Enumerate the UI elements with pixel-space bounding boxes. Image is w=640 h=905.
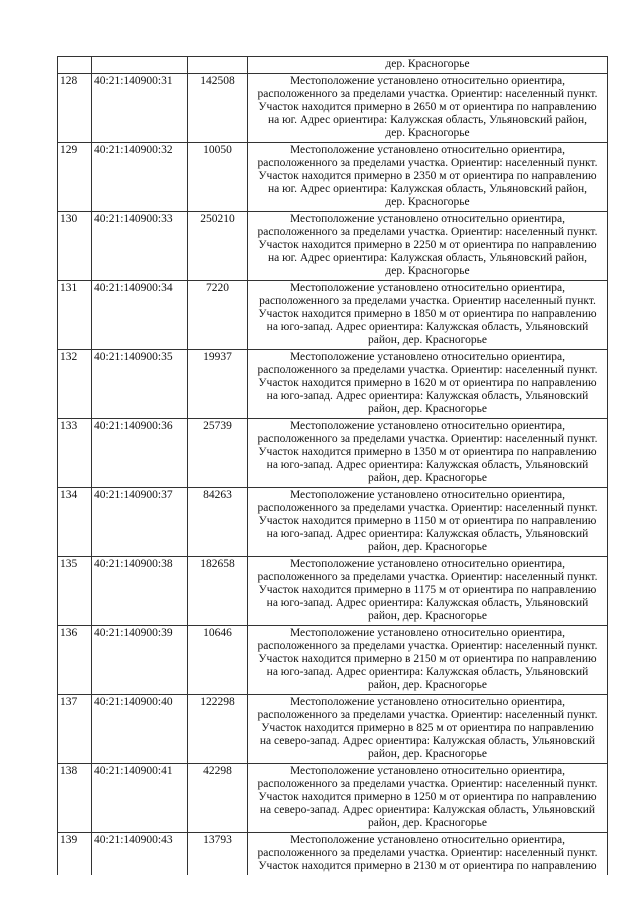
description-line: Участок находится примерно в 1150 м от ориентира по направлению bbox=[258, 514, 597, 527]
location-description-cell bbox=[248, 142, 608, 211]
row-number-cell: 136 bbox=[58, 625, 92, 694]
description-line: район, дер. Красногорье bbox=[368, 402, 487, 415]
row-number-cell: 133 bbox=[58, 418, 92, 487]
description-line: район, дер. Красногорье bbox=[368, 540, 487, 553]
description-line: Участок находится примерно в 1250 м от ориентира по направлению bbox=[258, 790, 597, 803]
table-row bbox=[58, 349, 608, 418]
description-line: на юго-запад. Адрес ориентира: Калужская область, Ульяновский bbox=[266, 596, 589, 609]
description-line: район, дер. Красногорье bbox=[368, 333, 487, 346]
cadastral-number-cell: 40:21:140900:36 bbox=[92, 418, 188, 487]
cadastral-number-cell: 40:21:140900:38 bbox=[92, 556, 188, 625]
row-number-cell: 134 bbox=[58, 487, 92, 556]
row-number-cell: 129 bbox=[58, 142, 92, 211]
location-description-cell bbox=[248, 763, 608, 832]
table-row-continued bbox=[58, 57, 608, 74]
table-row bbox=[58, 280, 608, 349]
description-line: на юго-запад. Адрес ориентира: Калужская область, Ульяновский bbox=[266, 527, 589, 540]
description-line: Местоположение установлено относительно ориентира, bbox=[289, 833, 566, 846]
row-number-cell: 137 bbox=[58, 694, 92, 763]
area-cell: 84263 bbox=[188, 487, 248, 556]
description-line: Местоположение установлено относительно ориентира, bbox=[289, 281, 566, 294]
description-line: Местоположение установлено относительно ориентира, bbox=[289, 695, 566, 708]
table-row bbox=[58, 73, 608, 142]
description-line: расположенного за пределами участка. Ориентир: населенный пункт. bbox=[257, 708, 598, 721]
cadastral-number-cell: 40:21:140900:34 bbox=[92, 280, 188, 349]
description-line: Местоположение установлено относительно ориентира, bbox=[289, 488, 566, 501]
description-line: Местоположение установлено относительно ориентира, bbox=[289, 419, 566, 432]
description-line: Участок находится примерно в 1175 м от ориентира по направлению bbox=[258, 583, 597, 596]
location-description-cell bbox=[248, 556, 608, 625]
description-line: расположенного за пределами участка. Ориентир: населенный пункт. bbox=[257, 501, 598, 514]
description-line: Местоположение установлено относительно ориентира, bbox=[289, 557, 566, 570]
cadastral-number-cell: 40:21:140900:32 bbox=[92, 142, 188, 211]
description-line: Участок находится примерно в 825 м от ориентира по направлению bbox=[261, 721, 594, 734]
row-number-cell: 128 bbox=[58, 73, 92, 142]
description-line: расположенного за пределами участка. Ориентир населенный пункт. bbox=[259, 294, 596, 307]
description-line: расположенного за пределами участка. Ориентир: населенный пункт. bbox=[257, 846, 598, 859]
location-description-cell bbox=[248, 349, 608, 418]
cadastral-number-cell: 40:21:140900:35 bbox=[92, 349, 188, 418]
row-number-cell: 138 bbox=[58, 763, 92, 832]
area-cell: 42298 bbox=[188, 763, 248, 832]
description-line: на юго-запад. Адрес ориентира: Калужская область, Ульяновский bbox=[266, 458, 589, 471]
area-cell: 13793 bbox=[188, 832, 248, 874]
row-number-cell: 139 bbox=[58, 832, 92, 874]
description-line: район, дер. Красногорье bbox=[368, 678, 487, 691]
cadastral-number-cell: 40:21:140900:33 bbox=[92, 211, 188, 280]
description-line: Участок находится примерно в 2130 м от ориентира по направлению bbox=[258, 859, 597, 872]
location-description-cell bbox=[248, 211, 608, 280]
description-line: на северо-запад. Адрес ориентира: Калужская область, Ульяновский bbox=[259, 803, 596, 816]
description-line: расположенного за пределами участка. Ориентир: населенный пункт. bbox=[257, 432, 598, 445]
table-row bbox=[58, 211, 608, 280]
description-line: Участок находится примерно в 2250 м от ориентира по направлению bbox=[258, 238, 597, 251]
description-line: на юг. Адрес ориентира: Калужская область, Ульяновский район, bbox=[267, 113, 588, 126]
cadastral-number-cell: 40:21:140900:39 bbox=[92, 625, 188, 694]
description-line: Участок находится примерно в 2350 м от ориентира по направлению bbox=[258, 169, 597, 182]
description-line: район, дер. Красногорье bbox=[368, 609, 487, 622]
description-line: дер. Красногорье bbox=[385, 264, 470, 277]
cadastral-number-cell: 40:21:140900:31 bbox=[92, 73, 188, 142]
location-description-cell bbox=[248, 694, 608, 763]
table-row bbox=[58, 556, 608, 625]
description-line: Местоположение установлено относительно ориентира, bbox=[289, 212, 566, 225]
location-description-cell bbox=[248, 832, 608, 874]
description-line: Участок находится примерно в 2650 м от ориентира по направлению bbox=[258, 100, 597, 113]
description-line: расположенного за пределами участка. Ориентир: населенный пункт. bbox=[257, 156, 598, 169]
row-number-cell: 135 bbox=[58, 556, 92, 625]
location-description-cell bbox=[248, 280, 608, 349]
description-line: расположенного за пределами участка. Ориентир: населенный пункт. bbox=[257, 570, 598, 583]
description-line: на юго-запад. Адрес ориентира: Калужская область, Ульяновский bbox=[266, 389, 589, 402]
cadastral-number-cell bbox=[92, 57, 188, 74]
description-line: расположенного за пределами участка. Ориентир: населенный пункт. bbox=[257, 87, 598, 100]
description-line: расположенного за пределами участка. Ориентир: населенный пункт. bbox=[257, 777, 598, 790]
description-line: Местоположение установлено относительно ориентира, bbox=[289, 764, 566, 777]
row-number-cell: 131 bbox=[58, 280, 92, 349]
table-row bbox=[58, 832, 608, 874]
description-line: расположенного за пределами участка. Ориентир: населенный пункт. bbox=[257, 639, 598, 652]
cadastral-number-cell: 40:21:140900:40 bbox=[92, 694, 188, 763]
table-row bbox=[58, 625, 608, 694]
location-description-cell bbox=[248, 57, 608, 74]
description-line: дер. Красногорье bbox=[385, 58, 470, 70]
cadastral-number-cell: 40:21:140900:37 bbox=[92, 487, 188, 556]
location-description-cell bbox=[248, 625, 608, 694]
location-description-cell bbox=[248, 418, 608, 487]
description-line: расположенного за пределами участка. Ориентир: населенный пункт. bbox=[257, 363, 598, 376]
area-cell: 122298 bbox=[188, 694, 248, 763]
area-cell: 10646 bbox=[188, 625, 248, 694]
area-cell: 250210 bbox=[188, 211, 248, 280]
area-cell: 7220 bbox=[188, 280, 248, 349]
area-cell bbox=[188, 57, 248, 74]
area-cell: 142508 bbox=[188, 73, 248, 142]
table-row bbox=[58, 763, 608, 832]
description-line: Местоположение установлено относительно ориентира, bbox=[289, 74, 566, 87]
land-plots-table bbox=[57, 56, 608, 875]
description-line: Участок находится примерно в 1850 м от ориентира по направлению bbox=[258, 307, 597, 320]
table-row bbox=[58, 418, 608, 487]
description-line: район, дер. Красногорье bbox=[368, 471, 487, 484]
table-row bbox=[58, 142, 608, 211]
location-description-cell bbox=[248, 73, 608, 142]
location-description-cell bbox=[248, 487, 608, 556]
description-line: на северо-запад. Адрес ориентира: Калужская область, Ульяновский bbox=[259, 734, 596, 747]
description-line: на юго-запад. Адрес ориентира: Калужская область, Ульяновский bbox=[266, 320, 589, 333]
description-line: Местоположение установлено относительно ориентира, bbox=[289, 143, 566, 156]
description-line: на юг. Адрес ориентира: Калужская область, Ульяновский район, bbox=[267, 182, 588, 195]
description-line: дер. Красногорье bbox=[385, 126, 470, 139]
cadastral-number-cell: 40:21:140900:41 bbox=[92, 763, 188, 832]
cadastral-number-cell: 40:21:140900:43 bbox=[92, 832, 188, 874]
description-line: на юго-запад. Адрес ориентира: Калужская область, Ульяновский bbox=[266, 665, 589, 678]
description-line: район, дер. Красногорье bbox=[368, 816, 487, 829]
row-number-cell bbox=[58, 57, 92, 74]
description-line: Местоположение установлено относительно ориентира, bbox=[289, 350, 566, 363]
description-line: Местоположение установлено относительно ориентира, bbox=[289, 626, 566, 639]
description-line: Участок находится примерно в 2150 м от ориентира по направлению bbox=[258, 652, 597, 665]
description-line: расположенного за пределами участка. Ориентир: населенный пункт. bbox=[257, 225, 598, 238]
description-line: дер. Красногорье bbox=[385, 195, 470, 208]
row-number-cell: 130 bbox=[58, 211, 92, 280]
description-line: район, дер. Красногорье bbox=[368, 747, 487, 760]
table-row bbox=[58, 694, 608, 763]
description-line: на юг. Адрес ориентира: Калужская область, Ульяновский район, bbox=[267, 251, 588, 264]
area-cell: 182658 bbox=[188, 556, 248, 625]
area-cell: 25739 bbox=[188, 418, 248, 487]
area-cell: 10050 bbox=[188, 142, 248, 211]
table-row bbox=[58, 487, 608, 556]
area-cell: 19937 bbox=[188, 349, 248, 418]
description-line: Участок находится примерно в 1620 м от ориентира по направлению bbox=[258, 376, 597, 389]
table-body bbox=[58, 57, 608, 875]
description-line: Участок находится примерно в 1350 м от ориентира по направлению bbox=[258, 445, 597, 458]
row-number-cell: 132 bbox=[58, 349, 92, 418]
